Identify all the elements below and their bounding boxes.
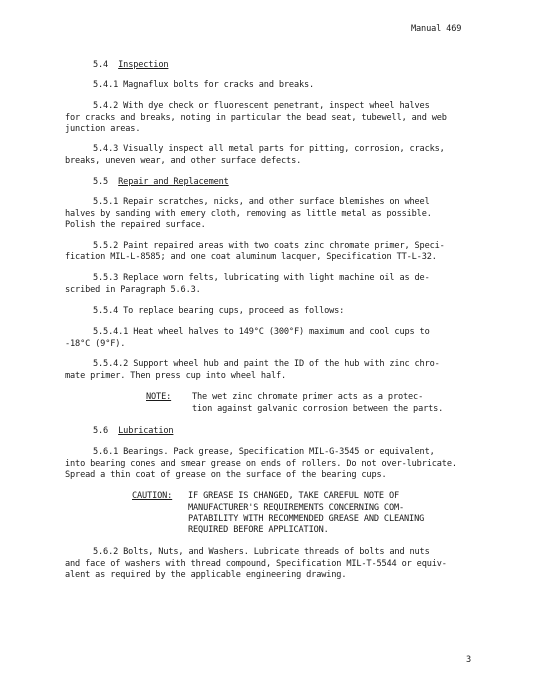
section-title: Lubrication <box>118 426 174 436</box>
paragraph-5-4-2-line: for cracks and breaks, noting in particular the bead seat, tubewell, and web <box>65 113 447 123</box>
paragraph-5-4-2-line: junction areas. <box>65 124 141 134</box>
paragraph-5-5-1-line: halves by sanding with emery cloth, removing as little metal as possible. <box>65 209 432 219</box>
paragraph-5-5-1-line: Polish the repaired surface. <box>65 220 206 230</box>
section-number: 5.5 <box>93 177 109 187</box>
paragraph-5-6-1-line: 5.6.1 Bearings. Pack grease, Specification MIL-G-3545 or equivalent, <box>93 447 435 457</box>
caution-text-line: REQUIRED BEFORE APPLICATION. <box>188 525 329 535</box>
paragraph-5-5-3-line: 5.5.3 Replace worn felts, lubricating with light machine oil as de- <box>93 273 430 283</box>
section-number: 5.4 <box>93 60 109 70</box>
paragraph-5-6-2-line: and face of washers with thread compound, Specification MIL-T-5544 or equiv- <box>65 559 447 569</box>
paragraph-5-6-2-line: alent as required by the applicable engineering drawing. <box>65 570 347 580</box>
section-heading-5-4 <box>93 60 168 71</box>
section-title: Inspection <box>118 60 169 70</box>
note-text-line: The wet zinc chromate primer acts as a protec- <box>192 392 424 402</box>
paragraph-5-4-1: 5.4.1 Magnaflux bolts for cracks and breaks. <box>93 80 315 90</box>
section-heading-5-5 <box>93 177 229 188</box>
paragraph-5-5-2-line: 5.5.2 Paint repaired areas with two coats zinc chromate primer, Speci- <box>93 241 445 251</box>
note-text-line: tion against galvanic corrosion between the parts. <box>192 404 444 414</box>
paragraph-5-5-4-1-line: 5.5.4.1 Heat wheel halves to 149°C (300°F) maximum and cool cups to <box>93 327 430 337</box>
paragraph-5-5-4-2-line: 5.5.4.2 Support wheel hub and paint the ID of the hub with zinc chro- <box>93 359 440 369</box>
section-number: 5.6 <box>93 426 109 436</box>
paragraph-5-4-2-line: 5.4.2 With dye check or fluorescent penetrant, inspect wheel halves <box>93 101 430 111</box>
paragraph-5-5-4-1-line: -18°C (9°F). <box>65 339 126 349</box>
note-label: NOTE: <box>146 392 172 402</box>
paragraph-5-6-1-line: Spread a thin coat of grease on the surface of the bearing cups. <box>65 470 387 480</box>
caution-text-line: PATABILITY WITH RECOMMENDED GREASE AND CLEANING <box>188 514 425 524</box>
caution-label: CAUTION: <box>132 491 173 501</box>
caution-text-line: MANUFACTURER'S REQUIREMENTS CONCERNING COM- <box>188 503 405 513</box>
page-number: 3 <box>466 655 472 665</box>
paragraph-5-5-2-line: fication MIL-L-8585; and one coat aluminum lacquer, Specification TT-L-32. <box>65 252 437 262</box>
paragraph-5-5-1-line: 5.5.1 Repair scratches, nicks, and other surface blemishes on wheel <box>93 197 430 207</box>
paragraph-5-4-3-line: 5.4.3 Visually inspect all metal parts for pitting, corrosion, cracks, <box>93 144 445 154</box>
caution-text-line: IF GREASE IS CHANGED, TAKE CAREFUL NOTE OF <box>188 491 400 501</box>
paragraph-5-4-3-line: breaks, uneven wear, and other surface defects. <box>65 156 302 166</box>
paragraph-5-5-3-line: scribed in Paragraph 5.6.3. <box>65 285 201 295</box>
paragraph-5-6-2-line: 5.6.2 Bolts, Nuts, and Washers. Lubricate threads of bolts and nuts <box>93 547 430 557</box>
manual-number: Manual 469 <box>411 24 462 34</box>
paragraph-5-5-4-2-line: mate primer. Then press cup into wheel half. <box>65 371 287 381</box>
paragraph-5-6-1-line: into bearing cones and smear grease on ends of rollers. Do not over-lubricate. <box>65 459 457 469</box>
section-title: Repair and Replacement <box>118 177 229 187</box>
section-heading-5-6 <box>93 426 173 437</box>
paragraph-5-5-4: 5.5.4 To replace bearing cups, proceed as follows: <box>93 306 345 316</box>
